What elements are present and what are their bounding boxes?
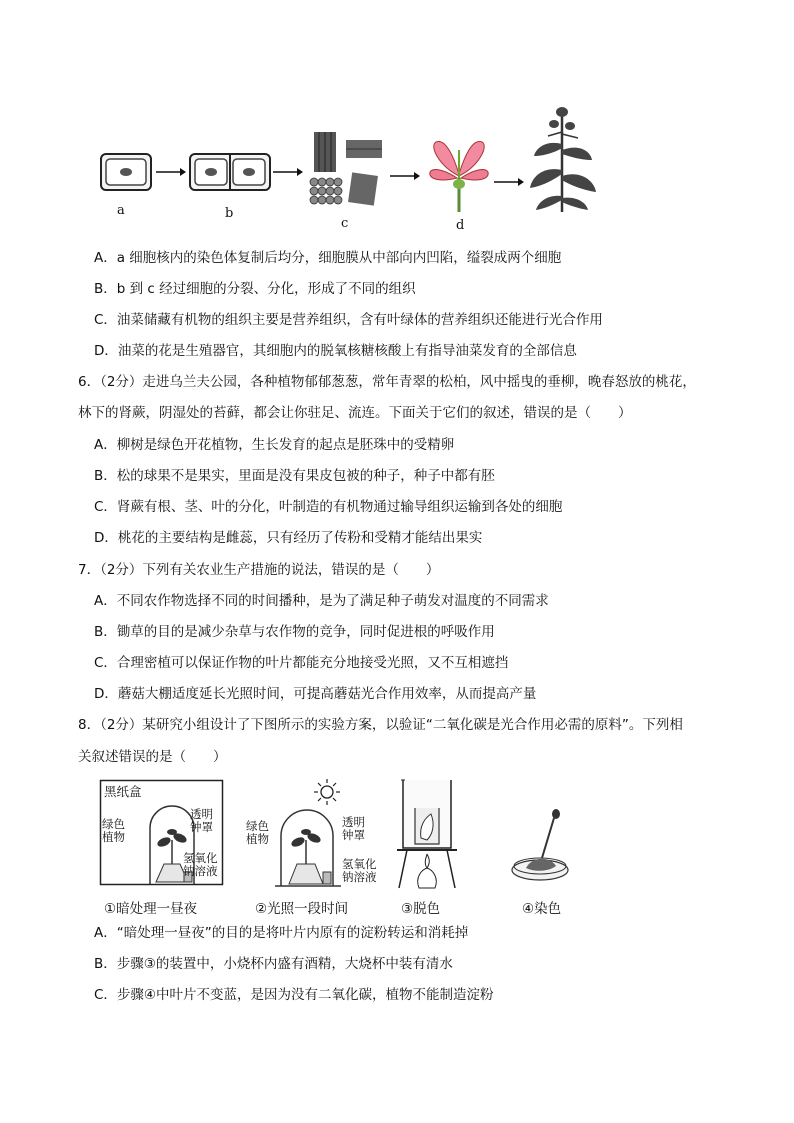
- q8-stem-line1: 8．（2分）某研究小组设计了下图所示的实验方案，以验证“二氧化碳是光合作用必需的原料”。下列相: [78, 717, 683, 733]
- caption-light: ②光照一段时间: [255, 901, 349, 917]
- label-c: c: [341, 216, 349, 231]
- rape-plant-image: [528, 104, 598, 214]
- q5-option-b: B．b 到 c 经过细胞的分裂、分化，形成了不同的组织: [94, 281, 416, 297]
- label-d: d: [456, 218, 465, 233]
- q5-option-a: A．a 细胞核内的染色体复制后均分，细胞膜从中部向内凹陷，缢裂成两个细胞: [94, 250, 562, 266]
- arrow-icon: [494, 176, 524, 188]
- q7-option-b: B．锄草的目的是减少杂草与农作物的竞争，同时促进根的呼吸作用: [94, 624, 495, 640]
- q6-option-d: D．桃花的主要结构是雌蕊，只有经历了传粉和受精才能结出果实: [94, 530, 483, 546]
- arrow-icon: [390, 170, 420, 182]
- q8-option-a: A．“暗处理一昼夜”的目的是将叶片内原有的淀粉转运和消耗掉: [94, 925, 469, 941]
- q6-option-c: C．肾蕨有根、茎、叶的分化，叶制造的有机物通过输导组织运输到各处的细胞: [94, 499, 563, 515]
- decolorize-apparatus: [397, 778, 457, 890]
- tissues-c-image: [306, 130, 386, 212]
- arrow-icon: [156, 166, 186, 178]
- box-title-label: 黑纸盒: [104, 784, 142, 799]
- q8-stem-line2: 关叙述错误的是（ ）: [78, 749, 227, 765]
- q7-option-d: D．蘑菇大棚适度延长光照时间，可提高蘑菇光合作用效率，从而提高产量: [94, 686, 537, 702]
- bell-jar-label: 透明 钟罩: [190, 807, 213, 834]
- q6-stem-line1: 6．（2分）走进乌兰夫公园，各种植物郁郁葱葱，常年青翠的松柏，风中摇曳的垂柳，晚春怒放的桃花，: [78, 374, 696, 390]
- caption-dark-treatment: ①暗处理一昼夜: [104, 901, 198, 917]
- staining-apparatus: [506, 808, 576, 886]
- flower-d-image: [424, 136, 494, 216]
- q5-option-c: C．油菜储藏有机物的组织主要是营养组织，含有叶绿体的营养组织还能进行光合作用: [94, 312, 603, 328]
- q7-option-c: C．合理密植可以保证作物的叶片都能充分地接受光照，又不互相遮挡: [94, 655, 509, 671]
- label-a: a: [117, 203, 125, 218]
- naoh-label: 氢氧化 钠溶液: [183, 851, 218, 878]
- caption-staining: ④染色: [522, 901, 562, 917]
- arrow-icon: [273, 166, 303, 178]
- cells-b-image: [189, 153, 271, 193]
- cell-a-image: [100, 153, 154, 193]
- q6-option-a: A．柳树是绿色开花植物，生长发育的起点是胚珠中的受精卵: [94, 437, 455, 453]
- green-plant-label-2: 绿色 植物: [246, 819, 269, 846]
- light-apparatus: [275, 810, 345, 888]
- q7-stem: 7．（2分）下列有关农业生产措施的说法，错误的是（ ）: [78, 562, 440, 578]
- q6-stem-line2: 林下的肾蕨，阴湿处的苔藓，都会让你驻足、流连。下面关于它们的叙述，错误的是（ ）: [78, 405, 632, 421]
- q8-option-c: C．步骤④中叶片不变蓝，是因为没有二氧化碳，植物不能制造淀粉: [94, 987, 494, 1003]
- label-b: b: [225, 206, 234, 221]
- q8-option-b: B．步骤③的装置中，小烧杯内盛有酒精，大烧杯中装有清水: [94, 956, 453, 972]
- bell-jar-label-2: 透明 钟罩: [342, 815, 365, 842]
- green-plant-label: 绿色 植物: [102, 817, 125, 844]
- q7-option-a: A．不同农作物选择不同的时间播种，是为了满足种子萌发对温度的不同需求: [94, 593, 549, 609]
- naoh-label-2: 氢氧化 钠溶液: [342, 857, 377, 884]
- q5-option-d: D．油菜的花是生殖器官，其细胞内的脱氧核糖核酸上有指导油菜发育的全部信息: [94, 343, 577, 359]
- sun-icon: [313, 778, 341, 806]
- caption-decolorize: ③脱色: [401, 901, 441, 917]
- q6-option-b: B．松的球果不是果实，里面是没有果皮包被的种子，种子中都有胚: [94, 468, 495, 484]
